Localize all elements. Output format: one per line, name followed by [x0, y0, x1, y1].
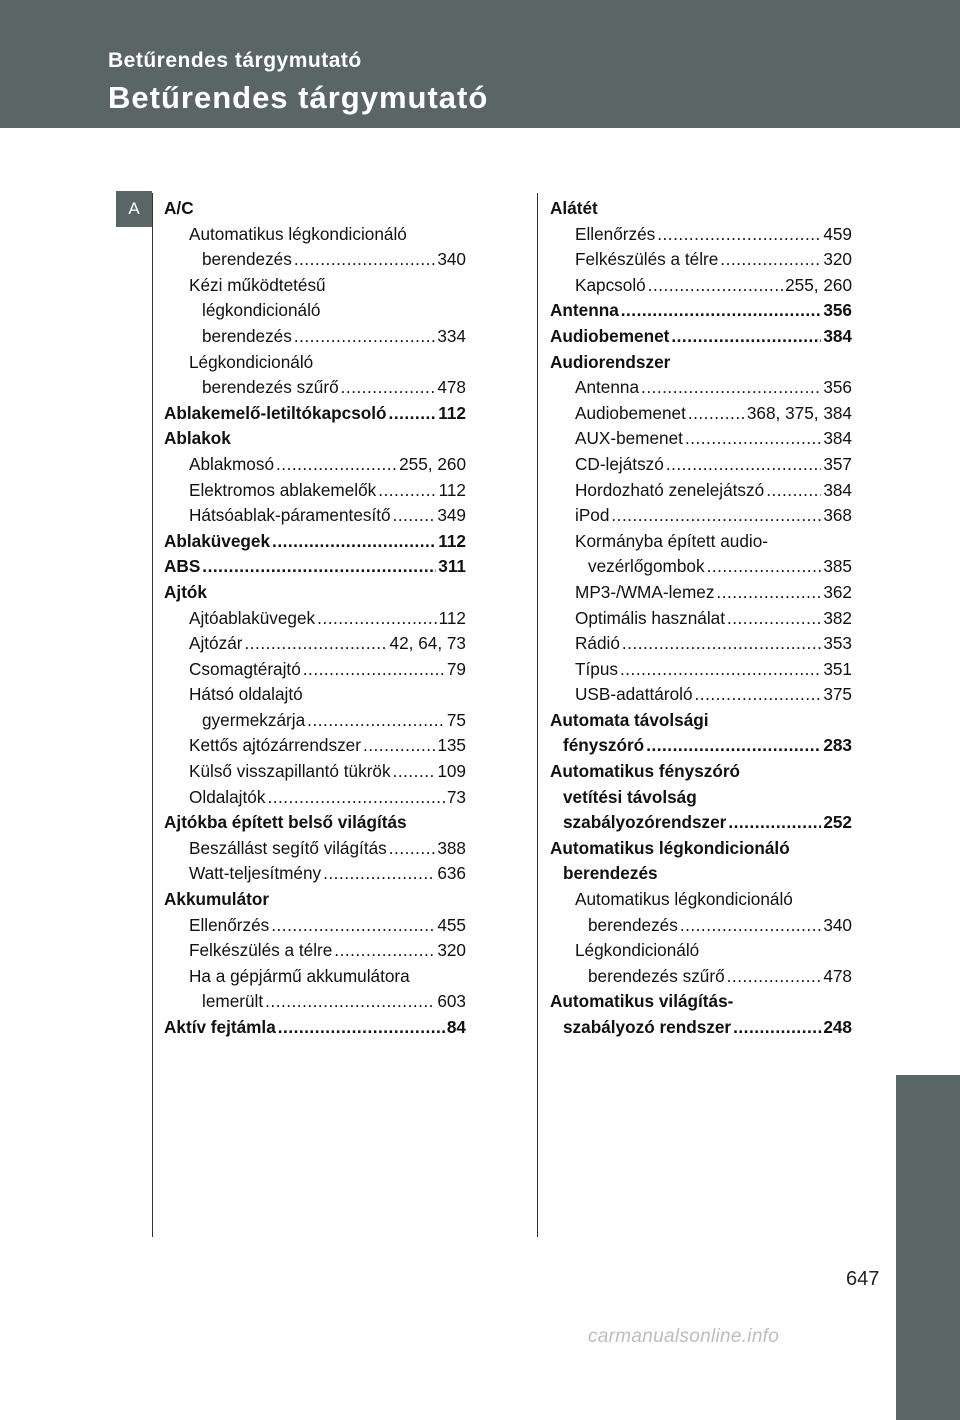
index-entry [550, 1015, 852, 1041]
index-entry [550, 708, 852, 734]
index-entry [550, 631, 852, 657]
leader-dots [621, 298, 822, 324]
leader-dots [707, 554, 822, 580]
index-entry-label: Audiorendszer [550, 351, 671, 372]
index-entry-page: 478 [823, 965, 852, 986]
leader-dots [695, 682, 822, 708]
index-entry [164, 964, 466, 990]
index-entry [164, 247, 466, 273]
index-entry-label: Ellenőrzés [189, 914, 270, 935]
index-entry [164, 733, 466, 759]
index-entry-label: berendezés [588, 914, 678, 935]
index-entry [550, 554, 852, 580]
index-entry-page: 384 [823, 428, 852, 449]
index-entry-page: 455 [437, 914, 466, 935]
leader-dots [393, 503, 436, 529]
index-entry-page: 603 [437, 991, 466, 1012]
side-thumb-tab [896, 1075, 960, 1420]
index-entry [164, 273, 466, 299]
index-entry-label: Audiobemenet [575, 402, 686, 423]
index-entry-page: 382 [823, 607, 852, 628]
index-entry [550, 733, 852, 759]
leader-dots [688, 401, 745, 427]
leader-dots [671, 324, 821, 350]
index-entry-label: iPod [575, 505, 610, 526]
index-entry-label: Kettős ajtózárrendszer [189, 735, 361, 756]
index-entry-page: 362 [823, 581, 852, 602]
index-entry [164, 350, 466, 376]
index-entry [550, 478, 852, 504]
index-entry [550, 350, 852, 376]
leader-dots [278, 1015, 445, 1041]
index-entry [550, 861, 852, 887]
index-entry [164, 554, 466, 580]
index-entry [164, 785, 466, 811]
leader-dots [272, 529, 436, 555]
leader-dots [378, 478, 436, 504]
index-entry [550, 529, 852, 555]
index-entry-label: berendezés [202, 325, 292, 346]
index-entry [164, 222, 466, 248]
leader-dots [611, 503, 821, 529]
index-entry-page: 112 [438, 607, 466, 628]
index-entry-page: 283 [823, 735, 852, 756]
leader-dots [267, 785, 444, 811]
index-entry-label: Külső visszapillantó tükrök [189, 761, 391, 782]
index-entry [164, 810, 466, 836]
index-entry-page: 340 [437, 249, 466, 270]
leader-dots [393, 759, 436, 785]
index-entry-label: berendezés [202, 249, 292, 270]
index-entry [550, 989, 852, 1015]
index-entry [550, 580, 852, 606]
index-entry-label: vetítési távolság [563, 786, 697, 807]
index-entry-page: 334 [437, 325, 466, 346]
index-entry [550, 426, 852, 452]
index-entry [550, 785, 852, 811]
index-entry-label: Automatikus légkondicionáló [550, 837, 790, 858]
index-entry-label: berendezés [563, 863, 658, 884]
index-entry-page: 255, 260 [785, 274, 852, 295]
index-entry-label: szabályozórendszer [563, 812, 727, 833]
leader-dots [666, 452, 821, 478]
leader-dots [733, 1015, 821, 1041]
index-entry-page: 357 [823, 453, 852, 474]
index-entry-label: Automatikus világítás- [550, 991, 734, 1012]
index-entry-label: Kormányba épített audio- [575, 530, 768, 551]
index-entry-label: AUX-bemenet [575, 428, 683, 449]
watermark: carmanualsonline.info [588, 1326, 780, 1347]
index-entry-label: Automatikus légkondicionáló [189, 223, 407, 244]
leader-dots [323, 861, 435, 887]
leader-dots [716, 580, 821, 606]
index-entry-label: Típus [575, 658, 618, 679]
index-entry-page: 112 [438, 530, 466, 551]
index-entry-page: 478 [437, 377, 466, 398]
index-entry-page: 368, 375, 384 [746, 402, 852, 423]
index-entry-label: lemerült [202, 991, 264, 1012]
index-entry-page: 84 [446, 1017, 466, 1037]
leader-dots [294, 324, 435, 350]
leader-dots [727, 606, 821, 632]
index-entry [550, 913, 852, 939]
index-entry-page: 135 [437, 735, 466, 756]
index-entry-page: 385 [823, 556, 852, 577]
index-entry [550, 682, 852, 708]
leader-dots [341, 375, 436, 401]
index-entry-label: fényszóró [563, 735, 645, 756]
index-entry [550, 247, 852, 273]
index-entry-page: 255, 260 [399, 453, 466, 474]
index-entry [164, 298, 466, 324]
leader-dots [271, 913, 435, 939]
leader-dots [728, 810, 821, 836]
index-entry-label: MP3-/WMA-lemez [575, 581, 715, 602]
column-divider-middle [537, 193, 538, 1237]
index-entry-page: 459 [823, 223, 852, 244]
leader-dots [641, 375, 821, 401]
index-entry [550, 401, 852, 427]
index-entry [550, 759, 852, 785]
leader-dots [265, 989, 435, 1015]
index-entry [164, 657, 466, 683]
index-entry-label: Ajtókba épített belső világítás [164, 812, 407, 833]
index-entry-label: vezérlőgombok [588, 556, 705, 577]
index-entry-label: Ajtóablaküvegek [189, 607, 316, 628]
index-entry [164, 759, 466, 785]
index-entry-page: 384 [823, 325, 852, 346]
index-entry-page: 368 [823, 505, 852, 526]
index-entry-page: 75 [446, 709, 466, 730]
index-entry-label: légkondicionáló [202, 300, 321, 321]
page-number: 647 [846, 1268, 880, 1290]
leader-dots [685, 426, 821, 452]
index-entry-page: 384 [823, 479, 852, 500]
index-entry-label: Ellenőrzés [575, 223, 656, 244]
leader-dots [307, 708, 445, 734]
index-entry-label: Rádió [575, 633, 620, 654]
index-entry [164, 401, 466, 427]
index-entry [550, 324, 852, 350]
index-entry-label: Ajtózár [189, 633, 243, 654]
leader-dots [303, 657, 445, 683]
leader-dots [622, 631, 821, 657]
page-title: Betűrendes tárgymutató [108, 80, 489, 115]
index-column-right [550, 196, 852, 1041]
index-entry-label: Automatikus fényszóró [550, 761, 741, 782]
index-entry [550, 606, 852, 632]
index-entry-label: Akkumulátor [164, 889, 270, 910]
index-entry-label: Audiobemenet [550, 325, 670, 346]
index-entry-label: Légkondicionáló [189, 351, 314, 372]
index-entry-page: 356 [823, 377, 852, 398]
index-entry-label: Ablakemelő-letiltókapcsoló [164, 402, 387, 423]
index-entry-label: Automatikus légkondicionáló [575, 889, 793, 910]
index-entry-label: Légkondicionáló [575, 940, 700, 961]
index-entry-page: 73 [446, 786, 466, 807]
column-divider-left [152, 193, 153, 1237]
index-entry [164, 836, 466, 862]
index-entry [550, 222, 852, 248]
index-entry [550, 836, 852, 862]
index-entry-page: 636 [437, 863, 466, 884]
index-entry [164, 580, 466, 606]
index-entry-label: Hátsó oldalajtó [189, 684, 303, 705]
index-entry [164, 682, 466, 708]
index-entry [550, 938, 852, 964]
leader-dots [389, 836, 436, 862]
index-entry-label: gyermekzárja [202, 709, 306, 730]
index-entry [164, 631, 466, 657]
index-entry [550, 452, 852, 478]
index-entry-page: 340 [823, 914, 852, 935]
index-entry [550, 298, 852, 324]
index-entry-page: 320 [823, 249, 852, 270]
index-entry [550, 196, 852, 222]
index-entry [164, 989, 466, 1015]
index-entry [164, 452, 466, 478]
leader-dots [620, 657, 821, 683]
index-entry-page: 248 [823, 1017, 852, 1037]
index-column-left [164, 196, 466, 1041]
index-entry [164, 887, 466, 913]
index-entry-page: 388 [437, 837, 466, 858]
leader-dots [202, 554, 436, 580]
header-subtitle: Betűrendes tárgymutató [108, 49, 362, 72]
index-entry-label: Hátsóablak-páramentesítő [189, 505, 391, 526]
index-entry-label: Ajtók [164, 581, 207, 602]
index-entry-page: 353 [823, 633, 852, 654]
index-entry-label: Aktív fejtámla [164, 1017, 276, 1037]
leader-dots [317, 606, 436, 632]
index-entry-page: 356 [823, 300, 852, 321]
index-entry [164, 913, 466, 939]
index-entry [164, 606, 466, 632]
section-letter-tab: A [116, 191, 152, 227]
leader-dots [680, 913, 821, 939]
index-entry [550, 375, 852, 401]
index-entry [164, 426, 466, 452]
index-entry-label: Alátét [550, 198, 598, 218]
index-entry-label: Kapcsoló [575, 274, 646, 295]
index-entry [550, 273, 852, 299]
leader-dots [720, 247, 821, 273]
index-entry [550, 810, 852, 836]
index-entry-label: Ablaküvegek [164, 530, 271, 551]
index-entry [164, 708, 466, 734]
index-entry-label: Kézi működtetésű [189, 274, 326, 295]
index-entry-label: Antenna [550, 300, 619, 321]
index-entry-label: USB-adattároló [575, 684, 693, 705]
index-entry-label: Ablakok [164, 428, 231, 449]
index-entry-page: 311 [438, 556, 466, 577]
leader-dots [766, 478, 821, 504]
index-entry-label: Felkészülés a télre [189, 940, 333, 961]
index-entry-label: szabályozó rendszer [563, 1017, 732, 1037]
index-entry-label: berendezés szűrő [202, 377, 339, 398]
index-entry [164, 375, 466, 401]
index-entry-label: CD-lejátszó [575, 453, 664, 474]
leader-dots [646, 733, 821, 759]
index-entry [164, 1015, 466, 1041]
index-entry [164, 503, 466, 529]
index-entry-label: Felkészülés a télre [575, 249, 719, 270]
index-entry [164, 324, 466, 350]
leader-dots [334, 938, 435, 964]
index-entry-page: 349 [437, 505, 466, 526]
index-entry-label: Optimális használat [575, 607, 725, 628]
leader-dots [276, 452, 397, 478]
index-entry-page: 252 [823, 812, 852, 833]
leader-dots [294, 247, 435, 273]
index-entry-label: Oldalajtók [189, 786, 266, 807]
leader-dots [363, 733, 435, 759]
index-entry-label: Ablakmosó [189, 453, 275, 474]
index-entry-label: Elektromos ablakemelők [189, 479, 377, 500]
index-entry-label: Ha a gépjármű akkumulátora [189, 965, 410, 986]
index-entry-page: 109 [437, 761, 466, 782]
header-band [0, 0, 960, 128]
index-entry [164, 529, 466, 555]
leader-dots [648, 273, 783, 299]
index-entry-label: Watt-teljesítmény [189, 863, 322, 884]
index-entry [164, 196, 466, 222]
index-entry-label: ABS [164, 556, 201, 577]
index-entry [550, 887, 852, 913]
index-entry [550, 503, 852, 529]
index-entry [164, 478, 466, 504]
index-entry-page: 112 [438, 479, 466, 500]
index-entry-label: berendezés szűrő [588, 965, 725, 986]
index-entry-page: 79 [446, 658, 466, 679]
index-entry-label: Beszállást segítő világítás [189, 837, 387, 858]
leader-dots [245, 631, 388, 657]
index-entry [550, 964, 852, 990]
index-entry-page: 42, 64, 73 [389, 633, 466, 654]
index-entry [164, 938, 466, 964]
leader-dots [727, 964, 822, 990]
index-entry-page: 375 [823, 684, 852, 705]
index-entry [164, 861, 466, 887]
index-entry-page: 351 [823, 658, 852, 679]
index-entry-page: 320 [437, 940, 466, 961]
index-entry-label: Antenna [575, 377, 640, 398]
index-entry-label: A/C [164, 198, 194, 218]
leader-dots [657, 222, 821, 248]
index-entry-label: Hordozható zenelejátszó [575, 479, 765, 500]
index-entry-page: 112 [438, 402, 466, 423]
leader-dots [389, 401, 437, 427]
index-entry-label: Automata távolsági [550, 709, 709, 730]
index-entry [550, 657, 852, 683]
index-entry-label: Csomagtérajtó [189, 658, 301, 679]
